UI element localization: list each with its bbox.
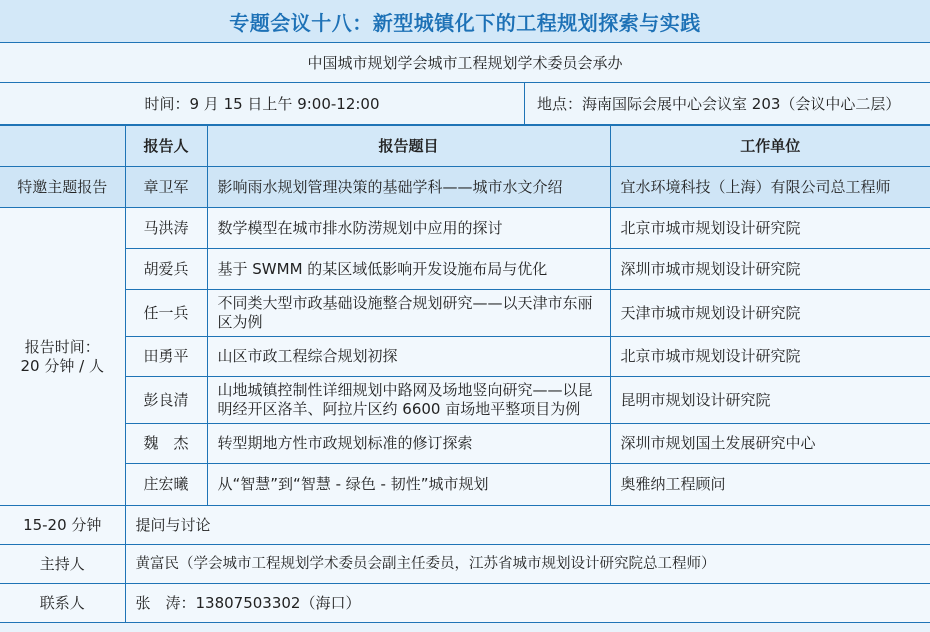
discussion-row (0, 506, 930, 545)
contact-row (0, 584, 930, 623)
talk-topic: 山地城镇控制性详细规划中路网及场地竖向研究——以昆明经开区洛羊、阿拉片区约 6600 亩场地平整项目为例 (207, 377, 610, 424)
session-duration-label (0, 208, 125, 506)
table-row (0, 337, 930, 377)
table-row (0, 208, 930, 249)
keynote-label: 特邀主题报告 (0, 167, 125, 208)
session-duration-line2: 20 分钟 / 人 (20, 356, 104, 375)
talk-speaker: 胡爱兵 (125, 249, 207, 290)
keynote-affiliation: 宜水环境科技（上海）有限公司总工程师 (610, 167, 930, 208)
host-row (0, 545, 930, 584)
session-place: 地点：海南国际会展中心会议室 203（会议中心二层） (537, 95, 901, 113)
session-time: 时间：9 月 15 日上午 9:00-12:00 (0, 83, 525, 124)
header-topic: 报告题目 (207, 126, 610, 167)
header-affiliation: 工作单位 (610, 126, 930, 167)
talk-topic: 数学模型在城市排水防涝规划中应用的探讨 (207, 208, 610, 249)
table-row (0, 424, 930, 464)
host-label: 主持人 (0, 545, 125, 584)
talk-topic: 不同类大型市政基础设施整合规划研究——以天津市东丽区为例 (207, 290, 610, 337)
talk-affiliation: 深圳市城市规划设计研究院 (610, 249, 930, 290)
talk-speaker: 任一兵 (125, 290, 207, 337)
talk-affiliation: 昆明市规划设计研究院 (610, 377, 930, 424)
talk-speaker: 马洪涛 (125, 208, 207, 249)
discussion-label: 15-20 分钟 (0, 506, 125, 545)
talk-affiliation: 深圳市规划国土发展研究中心 (610, 424, 930, 464)
table-row (0, 377, 930, 424)
schedule-table (0, 125, 930, 623)
discussion-text: 提问与讨论 (125, 506, 930, 545)
session-duration-line1: 报告时间： (24, 337, 100, 356)
header-blank (0, 126, 125, 167)
talk-topic: 山区市政工程综合规划初探 (207, 337, 610, 377)
contact-text: 张 涛：13807503302（海口） (125, 584, 930, 623)
talk-affiliation: 天津市城市规划设计研究院 (610, 290, 930, 337)
table-row (0, 290, 930, 337)
contact-label: 联系人 (0, 584, 125, 623)
host-text: 黄富民（学会城市工程规划学术委员会副主任委员，江苏省城市规划设计研究院总工程师） (125, 545, 930, 584)
talk-speaker: 彭良清 (125, 377, 207, 424)
talk-topic: 从“智慧”到“智慧 - 绿色 - 韧性”城市规划 (207, 464, 610, 506)
talk-topic: 转型期地方性市政规划标准的修订探索 (207, 424, 610, 464)
table-header-row (0, 126, 930, 167)
talk-speaker: 庄宏曦 (125, 464, 207, 506)
session-title: 专题会议十八：新型城镇化下的工程规划探索与实践 (0, 0, 930, 43)
talk-affiliation: 北京市城市规划设计研究院 (610, 208, 930, 249)
header-speaker: 报告人 (125, 126, 207, 167)
keynote-row (0, 167, 930, 208)
time-place-row (0, 83, 930, 125)
talk-affiliation: 北京市城市规划设计研究院 (610, 337, 930, 377)
table-row (0, 249, 930, 290)
organizer-line: 中国城市规划学会城市工程规划学术委员会承办 (0, 43, 930, 83)
talk-topic: 基于 SWMM 的某区域低影响开发设施布局与优化 (207, 249, 610, 290)
keynote-topic: 影响雨水规划管理决策的基础学科——城市水文介绍 (207, 167, 610, 208)
table-row (0, 464, 930, 506)
keynote-speaker: 章卫军 (125, 167, 207, 208)
talk-speaker: 魏 杰 (125, 424, 207, 464)
talk-speaker: 田勇平 (125, 337, 207, 377)
talk-affiliation: 奥雅纳工程顾问 (610, 464, 930, 506)
